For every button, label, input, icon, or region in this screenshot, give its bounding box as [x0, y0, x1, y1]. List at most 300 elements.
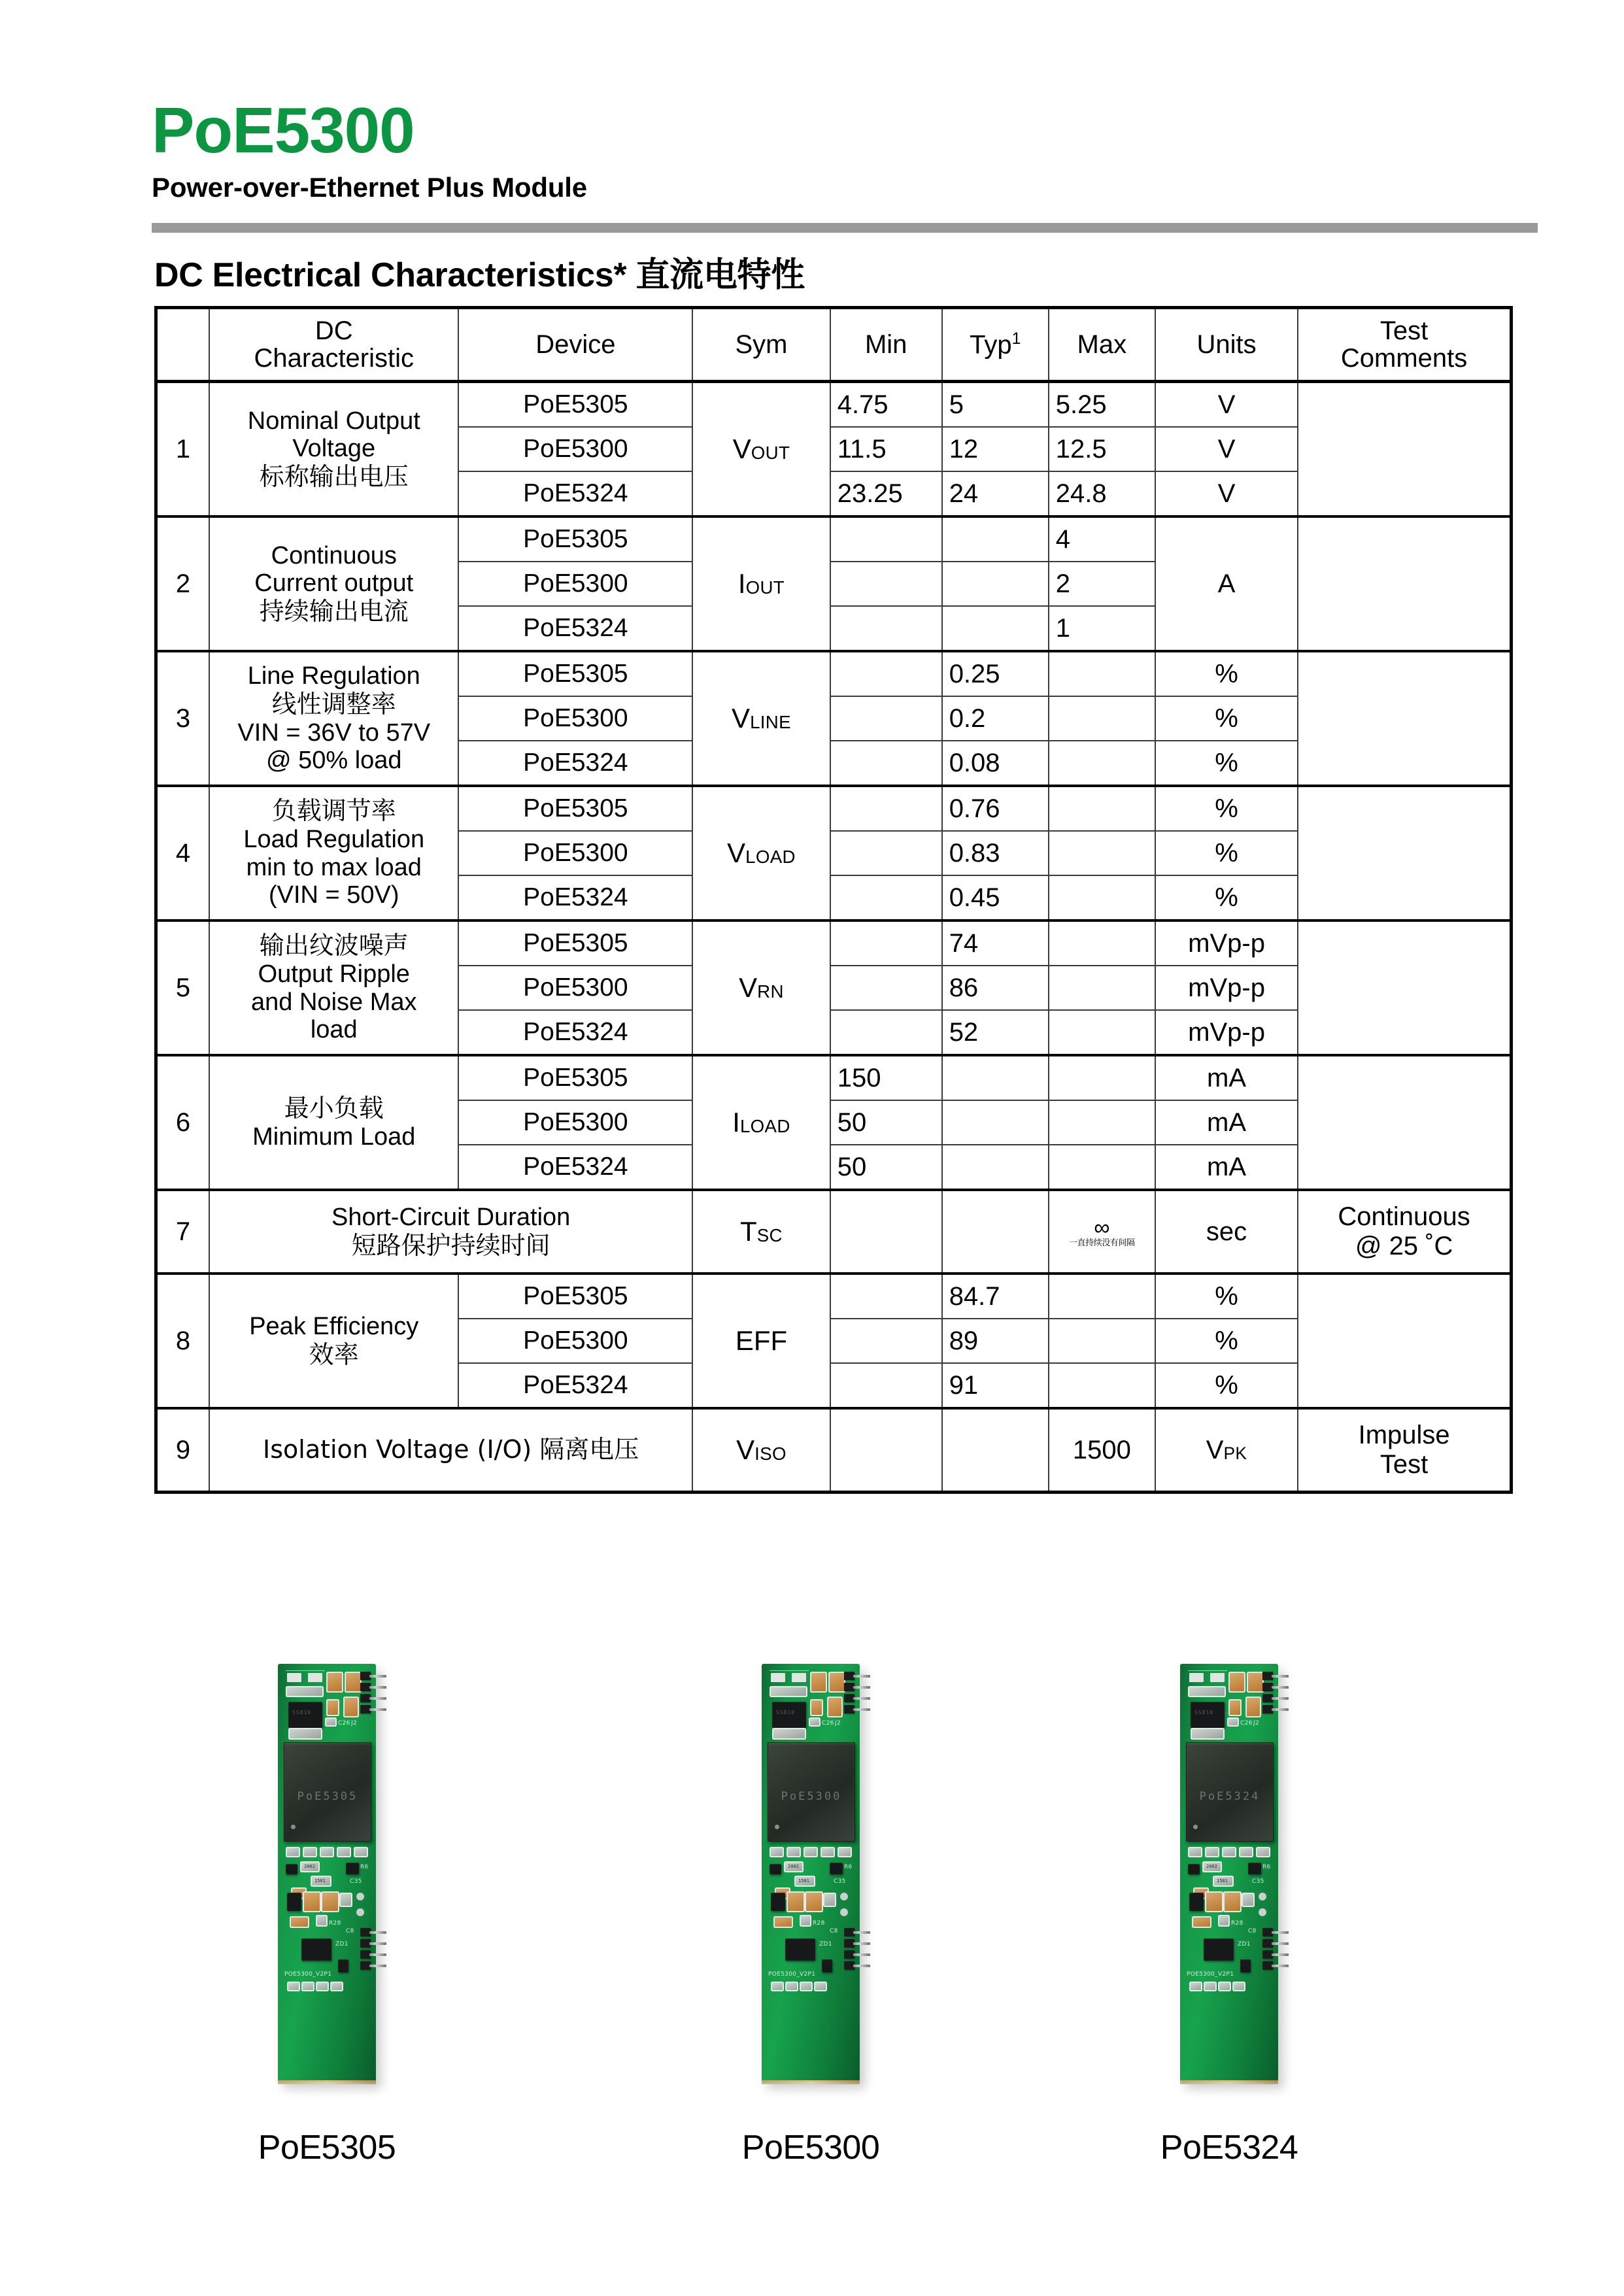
pin-leg — [1272, 1697, 1289, 1700]
characteristic-line: Load Regulation — [243, 825, 425, 853]
table-row — [156, 1190, 1512, 1274]
silkscreen-label: R28 — [813, 1920, 825, 1927]
cell-max: 12.5 — [1049, 427, 1155, 471]
sym-subscript: SC — [756, 1225, 783, 1246]
transformer-module — [1186, 1742, 1274, 1842]
smd-capacitor — [839, 1848, 851, 1856]
col-typ: Typ$^1$ — [942, 308, 1049, 382]
cell-max — [1049, 1274, 1155, 1319]
solder-pad — [1210, 1673, 1225, 1682]
tantalum-capacitor — [811, 1700, 822, 1715]
cell-units: mVp-p — [1155, 920, 1298, 966]
smd-resistor — [801, 1916, 810, 1925]
infinity-cell — [1056, 1217, 1148, 1247]
smd-resistor: 1501 — [796, 1877, 814, 1885]
cell-sym: $V_{LINE}$ — [692, 651, 830, 786]
smd-resistor — [303, 1983, 313, 1990]
cell-device: PoE5305 — [458, 1274, 692, 1319]
smd-resistor — [288, 1983, 299, 1990]
col-max: Max — [1049, 308, 1155, 382]
test-comment-line: Impulse — [1358, 1421, 1450, 1450]
pcb-trace — [286, 1670, 325, 1671]
mounting-via — [355, 1891, 365, 1902]
cell-index: 8 — [156, 1274, 210, 1408]
pin1-dot — [1193, 1825, 1198, 1829]
sym-subscript: OUT — [745, 577, 785, 598]
cell-sym: $I_{LOAD}$ — [692, 1055, 830, 1190]
tantalum-capacitor — [1247, 1698, 1260, 1716]
cell-device: PoE5305 — [458, 920, 692, 966]
silkscreen-label: C8 — [346, 1928, 354, 1934]
pin-leg — [1272, 1965, 1289, 1967]
cell-max — [1049, 1145, 1155, 1190]
smd-capacitor — [1189, 1687, 1225, 1696]
smd-resistor: 2002 — [785, 1863, 802, 1871]
table-row — [156, 920, 1512, 966]
smd-resistor — [331, 1983, 342, 1990]
silkscreen-label: POE5300_V2P1 — [284, 1971, 332, 1978]
cell-max: 4 — [1049, 516, 1155, 562]
cell-typ: 91 — [942, 1363, 1049, 1408]
characteristic-line: @ 50% load — [265, 747, 402, 775]
cell-dc-characteristic — [209, 1408, 692, 1493]
pin-leg — [1272, 1708, 1289, 1711]
smd-resistor — [1219, 1983, 1230, 1990]
smd-capacitor — [822, 1848, 834, 1856]
infinity-note: 一直持续没有间隔 — [1068, 1238, 1135, 1248]
cell-typ: 24 — [942, 471, 1049, 516]
characteristic-line: 持续输出电流 — [259, 596, 409, 626]
tantalum-capacitor — [1230, 1700, 1240, 1715]
cell-typ — [942, 1408, 1049, 1493]
product-photo-poe5305 — [190, 1664, 464, 2082]
cell-min: 50 — [830, 1100, 942, 1145]
power-ic: SS810 — [1191, 1702, 1225, 1728]
table-row — [156, 651, 1512, 696]
power-ic: SS810 — [772, 1702, 806, 1728]
smd-diode — [822, 1959, 832, 1972]
cell-max — [1049, 1190, 1155, 1274]
tantalum-capacitor — [1230, 1673, 1244, 1691]
cell-index: 3 — [156, 651, 210, 786]
cell-units: mVp-p — [1155, 1010, 1298, 1055]
smd-capacitor — [1257, 1848, 1269, 1856]
cell-typ: 89 — [942, 1319, 1049, 1363]
characteristic-line: Isolation Voltage (I/O) 隔离电压 — [263, 1435, 639, 1464]
cell-test-comments — [1298, 1274, 1511, 1408]
cell-units: % — [1155, 1274, 1298, 1319]
cell-index: 1 — [156, 382, 210, 517]
cell-sym: $T_{SC}$ — [692, 1190, 830, 1274]
cell-sym: $V_{RN}$ — [692, 920, 830, 1055]
solder-pad — [771, 1673, 785, 1682]
sym-subscript: OUT — [751, 443, 790, 464]
tantalum-capacitor — [322, 1893, 338, 1911]
silkscreen-label: C35 — [350, 1878, 362, 1885]
silkscreen-label: J2 — [351, 1720, 357, 1727]
dc-characteristics-table-wrap — [154, 306, 1513, 1494]
cell-max — [1049, 966, 1155, 1010]
cell-typ: 12 — [942, 427, 1049, 471]
smd-inductor — [773, 1729, 805, 1738]
tantalum-capacitor — [828, 1698, 841, 1716]
col-device: Device — [458, 308, 692, 382]
cell-sym: $V_{LOAD}$ — [692, 786, 830, 920]
section-title-en: DC Electrical Characteristics* — [154, 256, 627, 294]
tantalum-capacitor — [346, 1673, 360, 1691]
smd-capacitor — [1206, 1848, 1218, 1856]
pin-leg — [1272, 1675, 1289, 1678]
characteristic-line: 标称输出电压 — [259, 462, 409, 491]
table-row — [156, 1408, 1512, 1493]
cell-max: 5.25 — [1049, 382, 1155, 428]
solder-pad — [308, 1673, 322, 1682]
characteristic-line: Voltage — [292, 435, 376, 463]
cell-min — [830, 562, 942, 606]
cell-sym: $I_{OUT}$ — [692, 516, 830, 651]
smd-inductor — [1189, 1893, 1204, 1911]
tantalum-capacitor — [304, 1893, 320, 1911]
smd-capacitor — [341, 1894, 351, 1906]
soic-controller — [785, 1938, 815, 1961]
cell-min — [830, 1408, 942, 1493]
cell-min — [830, 606, 942, 651]
characteristic-line: Line Regulation — [247, 662, 420, 690]
cell-device: PoE5300 — [458, 1100, 692, 1145]
cell-device: PoE5324 — [458, 875, 692, 920]
cell-units: % — [1155, 741, 1298, 786]
characteristic-line: Short-Circuit Duration — [331, 1203, 571, 1231]
smd-diode — [346, 1863, 359, 1874]
cell-units: mVp-p — [1155, 966, 1298, 1010]
smd-diode — [1248, 1863, 1261, 1874]
cell-test-comments — [1298, 1190, 1511, 1274]
cell-index: 4 — [156, 786, 210, 920]
pcb-module-image — [1180, 1664, 1278, 2082]
characteristic-line: 效率 — [309, 1340, 359, 1369]
pin-leg — [853, 1931, 870, 1934]
smd-capacitor — [824, 1894, 835, 1906]
cell-units: $V_{PK}$ — [1155, 1408, 1298, 1493]
cell-max — [1049, 875, 1155, 920]
smd-diode — [286, 1864, 297, 1874]
cell-max — [1049, 696, 1155, 741]
tantalum-capacitor — [830, 1673, 844, 1691]
smd-diode — [770, 1864, 781, 1874]
tantalum-capacitor — [1248, 1673, 1262, 1691]
cell-units: % — [1155, 1363, 1298, 1408]
characteristic-line: Minimum Load — [252, 1123, 416, 1151]
pin-leg — [853, 1708, 870, 1711]
pin-leg — [369, 1942, 386, 1945]
characteristic-line: load — [310, 1016, 358, 1044]
silkscreen-label: C8 — [1248, 1928, 1257, 1934]
transformer-module — [768, 1742, 855, 1842]
pin-leg — [1272, 1931, 1289, 1934]
pcb-module-image — [762, 1664, 860, 2082]
cell-dc-characteristic — [209, 382, 458, 517]
cell-min — [830, 786, 942, 831]
cell-index: 5 — [156, 920, 210, 1055]
cell-min: 4.75 — [830, 382, 942, 428]
smd-resistor: 2002 — [1204, 1863, 1221, 1871]
cell-device: PoE5305 — [458, 382, 692, 428]
cell-device: PoE5324 — [458, 1010, 692, 1055]
cell-min: 23.25 — [830, 471, 942, 516]
silkscreen-label: C26 — [822, 1720, 834, 1727]
silkscreen-label: C8 — [830, 1928, 838, 1934]
cell-units: V — [1155, 471, 1298, 516]
sym-subscript: ISO — [754, 1443, 787, 1464]
cell-device: PoE5305 — [458, 1055, 692, 1100]
cell-device: PoE5324 — [458, 741, 692, 786]
pin-leg — [369, 1953, 386, 1956]
cell-device: PoE5300 — [458, 562, 692, 606]
tantalum-capacitor — [1225, 1893, 1240, 1911]
pcb-module-image — [278, 1664, 376, 2082]
product-photo-poe5324 — [1092, 1664, 1366, 2082]
header-row — [156, 308, 1512, 382]
pin-leg — [853, 1686, 870, 1689]
cell-max — [1049, 651, 1155, 696]
silkscreen-label: R6 — [360, 1864, 369, 1870]
smd-capacitor — [321, 1848, 333, 1856]
silkscreen-label: POE5300_V2P1 — [768, 1971, 816, 1978]
smd-capacitor — [338, 1848, 350, 1856]
cell-device: PoE5324 — [458, 606, 692, 651]
cell-min — [830, 516, 942, 562]
tantalum-capacitor — [345, 1698, 358, 1716]
cell-min — [830, 875, 942, 920]
characteristic-line: 短路保护持续时间 — [351, 1230, 550, 1260]
smd-capacitor — [1223, 1848, 1235, 1856]
smd-resistor — [317, 1983, 328, 1990]
silkscreen-label: J2 — [1253, 1720, 1259, 1727]
cell-units: % — [1155, 1319, 1298, 1363]
silkscreen-label: POE5300_V2P1 — [1187, 1971, 1234, 1978]
pin-leg — [853, 1965, 870, 1967]
page-header — [152, 94, 1538, 203]
smd-resistor — [317, 1916, 326, 1925]
cell-units: % — [1155, 651, 1298, 696]
smd-diode — [1188, 1864, 1200, 1874]
smd-diode — [830, 1863, 843, 1874]
cell-device: PoE5300 — [458, 831, 692, 875]
cell-min — [830, 1190, 942, 1274]
silkscreen-label: R28 — [1231, 1920, 1243, 1927]
smd-capacitor — [1189, 1848, 1201, 1856]
solder-pad — [1189, 1673, 1204, 1682]
tantalum-capacitor — [788, 1893, 804, 1911]
cell-typ: 0.83 — [942, 831, 1049, 875]
smd-inductor — [287, 1893, 301, 1911]
table-body — [156, 382, 1512, 1493]
cell-min — [830, 1319, 942, 1363]
smd-capacitor — [788, 1848, 800, 1856]
sym-subscript: LOAD — [745, 847, 796, 868]
silkscreen-label: R6 — [1262, 1864, 1271, 1870]
pin1-dot — [775, 1825, 779, 1829]
cell-max — [1049, 741, 1155, 786]
smd-diode — [1240, 1959, 1251, 1972]
infinity-icon: ∞ — [1094, 1215, 1110, 1240]
pin-leg — [369, 1965, 386, 1967]
cell-min: 50 — [830, 1145, 942, 1190]
silkscreen-label: R28 — [329, 1920, 341, 1927]
col-index — [156, 308, 210, 382]
pin-leg — [369, 1931, 386, 1934]
pin-leg — [1272, 1953, 1289, 1956]
tantalum-capacitor — [775, 1917, 792, 1927]
cell-units: % — [1155, 875, 1298, 920]
cell-test-comments — [1298, 651, 1511, 786]
pin-leg — [1272, 1942, 1289, 1945]
smd-resistor — [801, 1983, 811, 1990]
cell-typ — [942, 516, 1049, 562]
sym-subscript: LOAD — [739, 1116, 790, 1137]
cell-units: % — [1155, 696, 1298, 741]
cell-min: 11.5 — [830, 427, 942, 471]
cell-dc-characteristic — [209, 1055, 458, 1190]
smd-resistor: 2002 — [301, 1863, 318, 1871]
characteristic-line: 最小负载 — [284, 1093, 384, 1123]
smd-capacitor — [1240, 1848, 1252, 1856]
product-label-0: PoE5305 — [258, 2129, 396, 2167]
silkscreen-label: R6 — [844, 1864, 853, 1870]
smd-resistor: 1501 — [1214, 1877, 1232, 1885]
table-row — [156, 786, 1512, 831]
cell-units: % — [1155, 831, 1298, 875]
silkscreen-label: J2 — [835, 1720, 841, 1727]
cell-index: 6 — [156, 1055, 210, 1190]
smd-diode — [338, 1959, 348, 1972]
cell-dc-characteristic — [209, 920, 458, 1055]
characteristic-line: min to max load — [246, 853, 422, 881]
cell-max — [1049, 1363, 1155, 1408]
cell-max — [1049, 1055, 1155, 1100]
cell-units: mA — [1155, 1145, 1298, 1190]
mounting-via — [355, 1907, 365, 1917]
cell-max: 1500 — [1049, 1408, 1155, 1493]
cell-typ: 5 — [942, 382, 1049, 428]
cell-index: 9 — [156, 1408, 210, 1493]
cell-device: PoE5300 — [458, 966, 692, 1010]
smd-capacitor — [1243, 1894, 1253, 1906]
cell-test-comments — [1298, 1408, 1511, 1493]
cell-min: 150 — [830, 1055, 942, 1100]
cell-max — [1049, 1319, 1155, 1363]
cell-device: PoE5305 — [458, 516, 692, 562]
cell-typ — [942, 606, 1049, 651]
cell-dc-characteristic — [209, 1190, 692, 1274]
pin-leg — [853, 1953, 870, 1956]
table-head — [156, 308, 1512, 382]
cell-units: A — [1155, 516, 1298, 651]
smd-capacitor — [355, 1848, 367, 1856]
silkscreen-label: C35 — [1252, 1878, 1264, 1885]
cell-min — [830, 1274, 942, 1319]
tantalum-capacitor — [328, 1700, 338, 1715]
tantalum-capacitor — [806, 1893, 822, 1911]
tantalum-capacitor — [291, 1917, 308, 1927]
cell-dc-characteristic — [209, 651, 458, 786]
section-title-cn: 直流电特性 — [635, 256, 805, 295]
unit-subscript: PK — [1223, 1443, 1247, 1463]
cell-min — [830, 741, 942, 786]
smd-inductor — [290, 1729, 321, 1738]
pin-leg — [853, 1697, 870, 1700]
smd-resistor — [787, 1983, 797, 1990]
page-subtitle: Power-over-Ethernet Plus Module — [152, 172, 587, 203]
tantalum-capacitor — [811, 1673, 826, 1691]
silkscreen-label: ZD1 — [1238, 1941, 1251, 1948]
cell-max — [1049, 1100, 1155, 1145]
sym-subscript: RN — [757, 981, 784, 1002]
cell-min — [830, 966, 942, 1010]
table-row — [156, 382, 1512, 428]
cell-max: 2 — [1049, 562, 1155, 606]
silkscreen-label: C35 — [834, 1878, 846, 1885]
smd-resistor — [1191, 1983, 1201, 1990]
smd-resistor — [1234, 1983, 1244, 1990]
cell-device: PoE5324 — [458, 1145, 692, 1190]
col-dc-characteristic: DC Characteristic — [209, 308, 458, 382]
cell-typ: 0.76 — [942, 786, 1049, 831]
pin-leg — [369, 1686, 386, 1689]
pcb-trace — [1188, 1670, 1227, 1671]
product-photo-strip — [0, 1664, 1624, 2161]
smd-resistor — [1205, 1983, 1215, 1990]
pcb-trace — [770, 1670, 809, 1671]
mounting-via — [839, 1891, 849, 1902]
smd-resistor — [815, 1983, 826, 1990]
pin-leg — [853, 1942, 870, 1945]
product-label-1: PoE5300 — [741, 2129, 880, 2167]
cell-typ: 84.7 — [942, 1274, 1049, 1319]
cell-max — [1049, 1010, 1155, 1055]
smd-capacitor — [771, 1848, 783, 1856]
soic-controller — [301, 1938, 331, 1961]
characteristic-line: (VIN = 50V) — [268, 881, 399, 909]
cell-units: % — [1155, 786, 1298, 831]
pin-leg — [853, 1675, 870, 1678]
silkscreen-label: C26 — [338, 1720, 350, 1727]
test-comment-line: Continuous — [1338, 1202, 1470, 1232]
characteristic-line: Current output — [254, 569, 414, 598]
mounting-via — [1257, 1891, 1268, 1902]
cell-max — [1049, 920, 1155, 966]
mounting-via — [839, 1907, 849, 1917]
cell-typ — [942, 1190, 1049, 1274]
cell-device: PoE5324 — [458, 471, 692, 516]
cell-units: mA — [1155, 1100, 1298, 1145]
characteristic-line: 输出纹波噪声 — [259, 931, 409, 960]
table-row — [156, 1055, 1512, 1100]
cell-device: PoE5305 — [458, 651, 692, 696]
module-part-number: PoE5305 — [297, 1790, 358, 1803]
soic-controller — [1204, 1938, 1234, 1961]
cell-device: PoE5300 — [458, 696, 692, 741]
smd-capacitor — [805, 1848, 817, 1856]
smd-capacitor — [304, 1848, 316, 1856]
pin-leg — [369, 1675, 386, 1678]
cell-index: 7 — [156, 1190, 210, 1274]
smd-capacitor — [287, 1848, 299, 1856]
cell-max: 1 — [1049, 606, 1155, 651]
characteristic-line: VIN = 36V to 57V — [237, 718, 431, 747]
tantalum-capacitor — [1193, 1917, 1210, 1927]
cell-dc-characteristic — [209, 1274, 458, 1408]
